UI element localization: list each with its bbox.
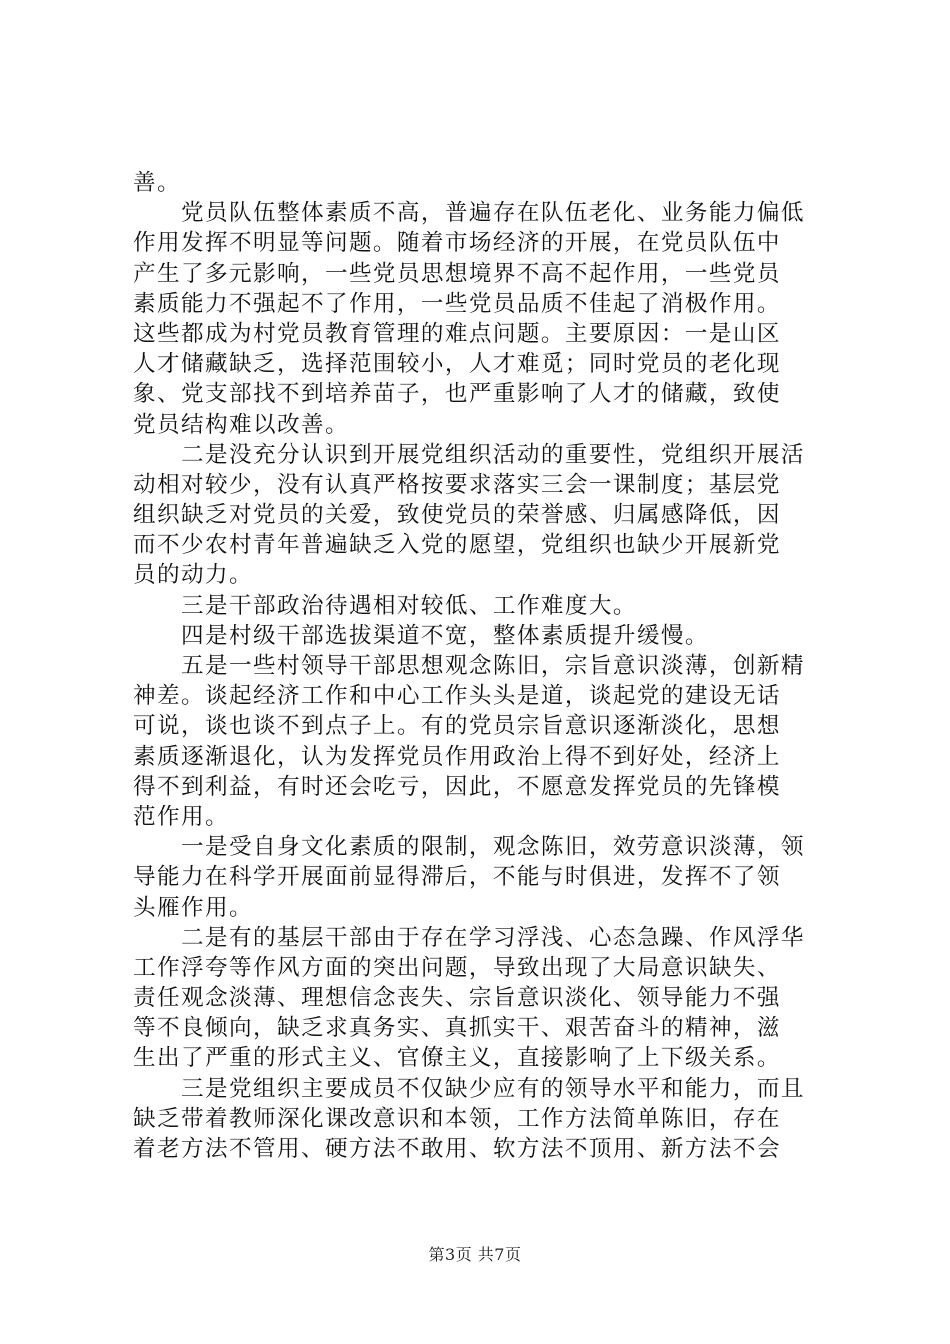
text-line: 一是受自身文化素质的限制，观念陈旧，效劳意识淡薄，领 [133,834,805,861]
text-line: 作用发挥不明显等问题。随着市场经济的开展，在党员队伍中 [133,230,781,257]
text-line: 党员结构难以改善。 [133,411,349,438]
text-line: 神差。谈起经济工作和中心工作头头是道，谈起党的建设无话 [133,683,781,710]
text-line: 工作浮夸等作风方面的突出问题，导致出现了大局意识缺失、 [133,954,781,981]
text-line: 善。 [133,170,181,196]
text-line: 员的动力。 [133,562,253,589]
text-line: 党员队伍整体素质不高，普遍存在队伍老化、业务能力偏低 [133,200,805,227]
text-line: 这些都成为村党员教育管理的难点问题。主要原因：一是山区 [133,320,781,347]
text-line: 缺乏带着教师深化课改意识和本领，工作方法简单陈旧，存在 [133,1105,781,1132]
text-line: 四是村级干部选拔渠道不宽，整体素质提升缓慢。 [133,622,709,649]
text-line: 着老方法不管用、硬方法不敢用、软方法不顶用、新方法不会 [133,1136,781,1162]
text-line: 三是党组织主要成员不仅缺少应有的领导水平和能力，而且 [133,1075,805,1102]
text-line: 等不良倾向，缺乏求真务实、真抓实干、艰苦奋斗的精神，滋 [133,1015,781,1042]
document-body [133,168,833,1164]
text-line: 素质逐渐退化，认为发挥党员作用政治上得不到好处，经济上 [133,743,781,770]
text-line: 责任观念淡薄、理想信念丧失、宗旨意识淡化、领导能力不强 [133,985,781,1012]
text-line: 头雁作用。 [133,894,253,921]
text-line: 人才储藏缺乏，选择范围较小，人才难觅；同时党员的老化现 [133,351,781,378]
text-line: 范作用。 [133,803,229,830]
text-line: 三是干部政治待遇相对较低、工作难度大。 [133,592,637,619]
text-line: 而不少农村青年普遍缺乏入党的愿望，党组织也缺少开展新党 [133,532,781,559]
text-line: 素质能力不强起不了作用，一些党员品质不佳起了消极作用。 [133,290,781,317]
text-line: 五是一些村领导干部思想观念陈旧，宗旨意识淡薄，创新精 [133,653,805,679]
text-line: 组织缺乏对党员的关爱，致使党员的荣誉感、归属感降低，因 [133,502,781,529]
text-line: 生出了严重的形式主义、官僚主义，直接影响了上下级关系。 [133,1045,781,1072]
text-line: 得不到利益，有时还会吃亏，因此，不愿意发挥党员的先锋模 [133,773,781,800]
text-line: 产生了多元影响，一些党员思想境界不高不起作用，一些党员 [133,260,781,287]
text-line: 动相对较少，没有认真严格按要求落实三会一课制度；基层党 [133,471,781,498]
text-line: 二是没充分认识到开展党组织活动的重要性，党组织开展活 [133,441,805,468]
text-line: 二是有的基层干部由于存在学习浮浅、心态急躁、作风浮华 [133,924,805,951]
text-line: 导能力在科学开展面前显得滞后，不能与时俱进，发挥不了领 [133,864,781,891]
page-number-footer: 第3页 共7页 [428,1245,522,1264]
text-line: 可说，谈也谈不到点子上。有的党员宗旨意识逐渐淡化，思想 [133,713,781,740]
text-line: 象、党支部找不到培养苗子，也严重影响了人才的储藏，致使 [133,381,781,408]
